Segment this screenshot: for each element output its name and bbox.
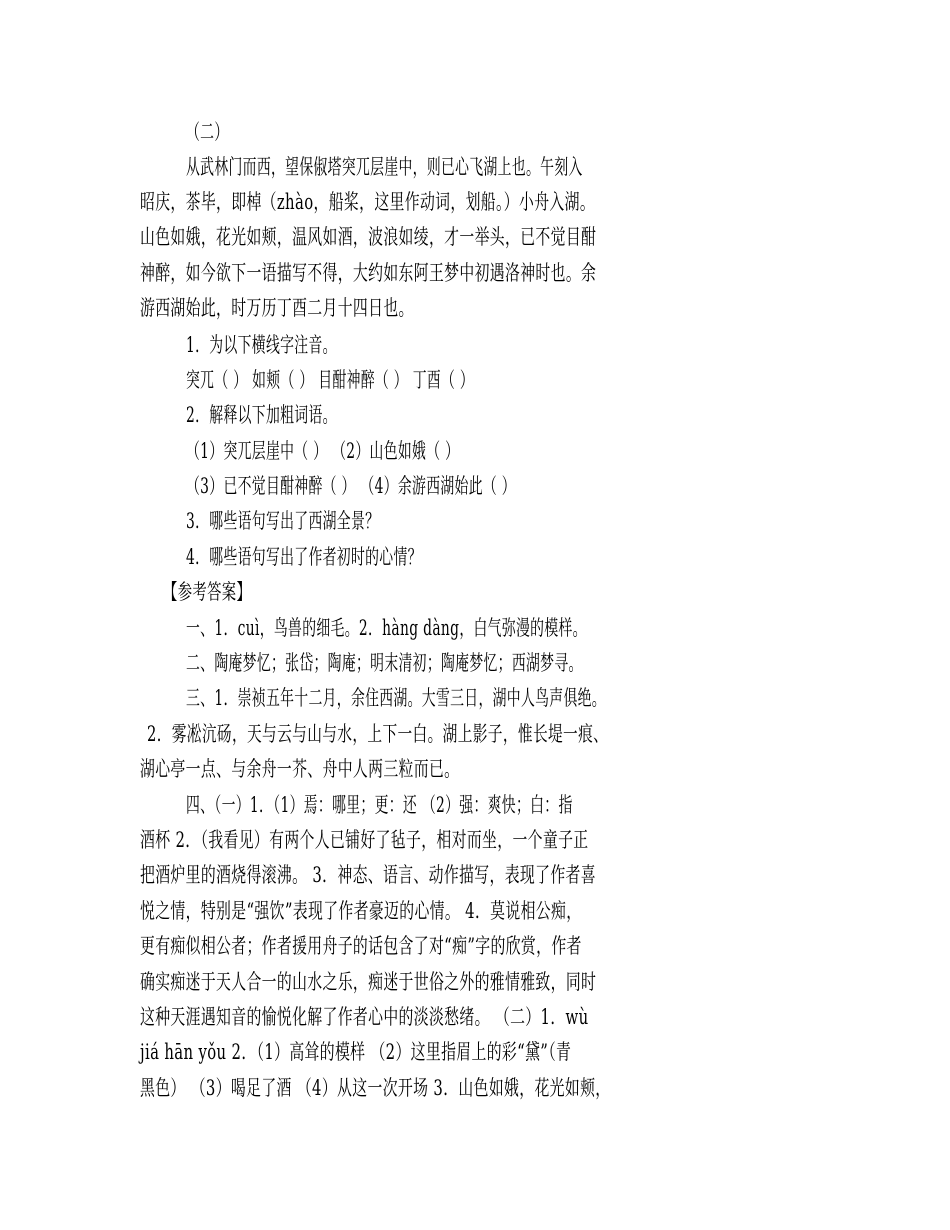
passage-line-3: 山色如娥，花光如颊，温风如酒，波浪如绫，才一举头，已不觉目酣 <box>140 225 597 249</box>
answer-one: 一、1．cuì，鸟兽的细毛。2．hàng dàng，白气弥漫的模样。 <box>186 616 587 640</box>
answer-four-line-1: 四、（一）1．（1）焉：哪里；更：还 （2）强：爽快；白：指 <box>186 793 573 817</box>
question-2-items-b: （3）已不觉目酣神醉（ ） （4）余游西湖始此（ ） <box>186 474 516 498</box>
passage-line-1: 从武林门而西，望保俶塔突兀层崖中，则已心飞湖上也。午刻入 <box>186 155 583 179</box>
question-2: 2．解释以下加粗词语。 <box>186 403 337 427</box>
question-1: 1．为以下横线字注音。 <box>186 333 337 357</box>
question-4: 4．哪些语句写出了作者初时的心情？ <box>186 545 422 569</box>
answer-three-line-2: 2．雾凇沆砀，天与云与山与水，上下一白。湖上影子，惟长堤一痕、 <box>147 722 609 746</box>
answer-four-line-9: 黑色） （3）喝足了酒 （4）从这一次开场 3．山色如娥，花光如颊， <box>140 1076 611 1100</box>
answer-four-line-5: 更有痴似相公者；作者援用舟子的话包含了对“痴”字的欣赏，作者 <box>140 934 582 958</box>
answer-four-line-3: 把酒炉里的酒烧得滚沸。 3．神态、语言、动作描写，表现了作者喜 <box>140 863 596 887</box>
answer-four-line-8: jiá hān yǒu 2．（1）高耸的模样 （2）这里指眉上的彩“黛”（青 <box>140 1040 572 1064</box>
question-2-items-a: （1）突兀层崖中（ ） （2）山色如娥（ ） <box>186 439 460 463</box>
answer-four-line-7: 这种天涯遇知音的愉悦化解了作者心中的淡淡愁绪。 （二）1．wù <box>140 1005 589 1029</box>
passage-line-5: 游西湖始此，时万历丁酉二月十四日也。 <box>140 296 414 320</box>
answer-two: 二、陶庵梦忆；张岱；陶庵；明末清初；陶庵梦忆；西湖梦寻。 <box>186 651 583 675</box>
answer-three-line-1: 三、1．崇祯五年十二月，余住西湖。大雪三日，湖中人鸟声俱绝。 <box>186 686 606 710</box>
answer-four-line-6: 确实痴迷于天人合一的山水之乐，痴迷于世俗之外的雅情雅致，同时 <box>140 970 597 994</box>
passage-line-4: 神醉，如今欲下一语描写不得，大约如东阿王梦中初遇洛神时也。余 <box>140 261 597 285</box>
question-1-blanks: 突兀（ ） 如颊（ ） 目酣神醉（ ） 丁酉（ ） <box>186 368 475 392</box>
passage-line-2: 昭庆，茶毕，即棹（zhào，船桨，这里作动词，划船。）小舟入湖。 <box>140 190 596 214</box>
question-3: 3．哪些语句写出了西湖全景？ <box>186 509 380 533</box>
answer-four-line-2: 酒杯 2．（我看见）有两个人已铺好了毡子，相对而坐，一个童子正 <box>140 828 589 852</box>
answer-four-line-4: 悦之情，特别是“强饮”表现了作者豪迈的心情。 4．莫说相公痴， <box>140 899 582 923</box>
section-heading-two: （二） <box>186 120 229 144</box>
answer-three-line-3: 湖心亭一点、与余舟一芥、舟中人两三粒而已。 <box>140 757 460 781</box>
answer-key-heading: 【参考答案】 <box>163 580 252 604</box>
